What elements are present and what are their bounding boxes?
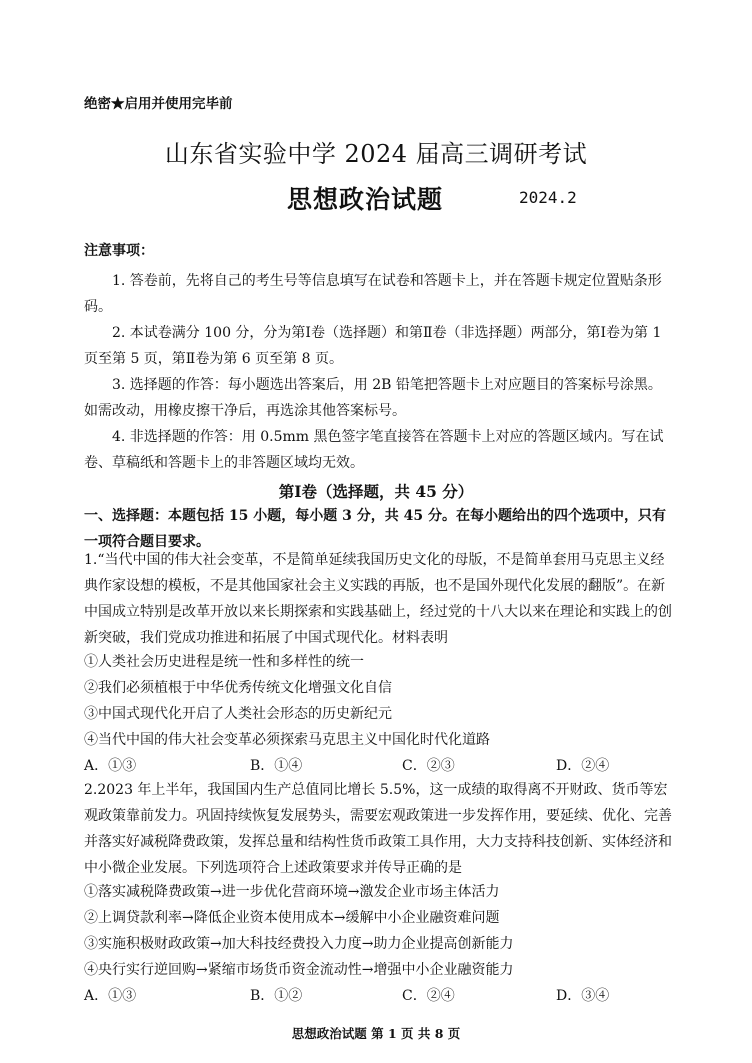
notice-item-4: 4. 非选择题的作答：用 0.5mm 黑色签字笔直接答在答题卡上对应的答题区域内。写在试卷、草稿纸和答题卡上的非答题区域均无效。: [84, 429, 664, 471]
question-1-stem: 1.“当代中国的伟大社会变革，不是简单延续我国历史文化的母版，不是简单套用马克思主义经典作家设想的模板，不是其他国家社会主义实践的再版，也不是国外现代化发展的翻版”。在新中国成立特别是改革开放以来长期探索和实践基础上，经过党的十八大以来在理论和实践上的创新突破，我们党成功推进和拓展了中国式现代化。材料表明: [84, 552, 672, 646]
question-1-option-d[interactable]: D．②④: [556, 758, 610, 774]
question-1-option-a[interactable]: A．①③: [84, 758, 137, 774]
question-1-option-c[interactable]: C．②③: [402, 758, 455, 774]
exam-date: 2024.2: [519, 188, 577, 207]
notice-item-2: 2. 本试卷满分 100 分，分为第Ⅰ卷（选择题）和第Ⅱ卷（非选择题）两部分，第Ⅰ卷为第 1 页至第 5 页，第Ⅱ卷为第 6 页至第 8 页。: [84, 325, 662, 367]
question-2-statement-3: ③实施积极财政政策→加大科技经费投入力度→助力企业提高创新能力: [84, 936, 514, 952]
question-1-option-b[interactable]: B．①④: [250, 758, 303, 774]
question-2-statement-2: ②上调贷款利率→降低企业资本使用成本→缓解中小企业融资难问题: [84, 910, 500, 926]
question-2-stem: 2.2023 年上半年，我国国内生产总值同比增长 5.5%，这一成绩的取得离不开财政、货币等宏观政策靠前发力。巩固持续恢复发展势头，需要宏观政策进一步发挥作用，要延续、优化、完善并落实好减税降费政策，发挥总量和结构性货币政策工具作用，大力支持科技创新、实体经济和中小微企业发展。下列选项符合上述政策要求并传导正确的是: [84, 782, 672, 876]
notice-item-3: 3. 选择题的作答：每小题选出答案后，用 2B 铅笔把答题卡上对应题目的答案标号涂黑。如需改动，用橡皮擦干净后，再选涂其他答案标号。: [84, 377, 662, 419]
notice-item-1: 1. 答卷前，先将自己的考生号等信息填写在试卷和答题卡上，并在答题卡规定位置贴条形码。: [84, 273, 662, 315]
question-1-statement-4: ④当代中国的伟大社会变革必须探索马克思主义中国化时代化道路: [84, 732, 490, 748]
question-2-option-c[interactable]: C．②④: [402, 988, 455, 1004]
exam-title: 山东省实验中学 2024 届高三调研考试: [164, 140, 588, 168]
notice-heading: 注意事项：: [84, 243, 154, 259]
section-instruction: 一、选择题：本题包括 15 小题，每小题 3 分，共 45 分。在每小题给出的四个选项中，只有一项符合题目要求。: [84, 508, 666, 550]
question-2-option-b[interactable]: B．①②: [250, 988, 303, 1004]
confidential-label: 绝密★启用并使用完毕前: [84, 96, 233, 112]
question-2-option-a[interactable]: A．①③: [84, 988, 137, 1004]
subject-title: 思想政治试题: [287, 185, 444, 214]
question-1-statement-2: ②我们必须植根于中华优秀传统文化增强文化自信: [84, 680, 392, 696]
section-title: 第Ⅰ卷（选择题，共 45 分）: [278, 482, 474, 501]
question-1-statement-3: ③中国式现代化开启了人类社会形态的历史新纪元: [84, 706, 392, 722]
question-2-statement-1: ①落实减税降费政策→进一步优化营商环境→激发企业市场主体活力: [84, 884, 500, 900]
question-2-option-d[interactable]: D．③④: [556, 988, 610, 1004]
question-2-statement-4: ④央行实行逆回购→紧缩市场货币资金流动性→增强中小企业融资能力: [84, 962, 514, 978]
question-1-statement-1: ①人类社会历史进程是统一性和多样性的统一: [84, 654, 364, 670]
page-footer: 思想政治试题 第 1 页 共 8 页: [291, 1026, 461, 1041]
